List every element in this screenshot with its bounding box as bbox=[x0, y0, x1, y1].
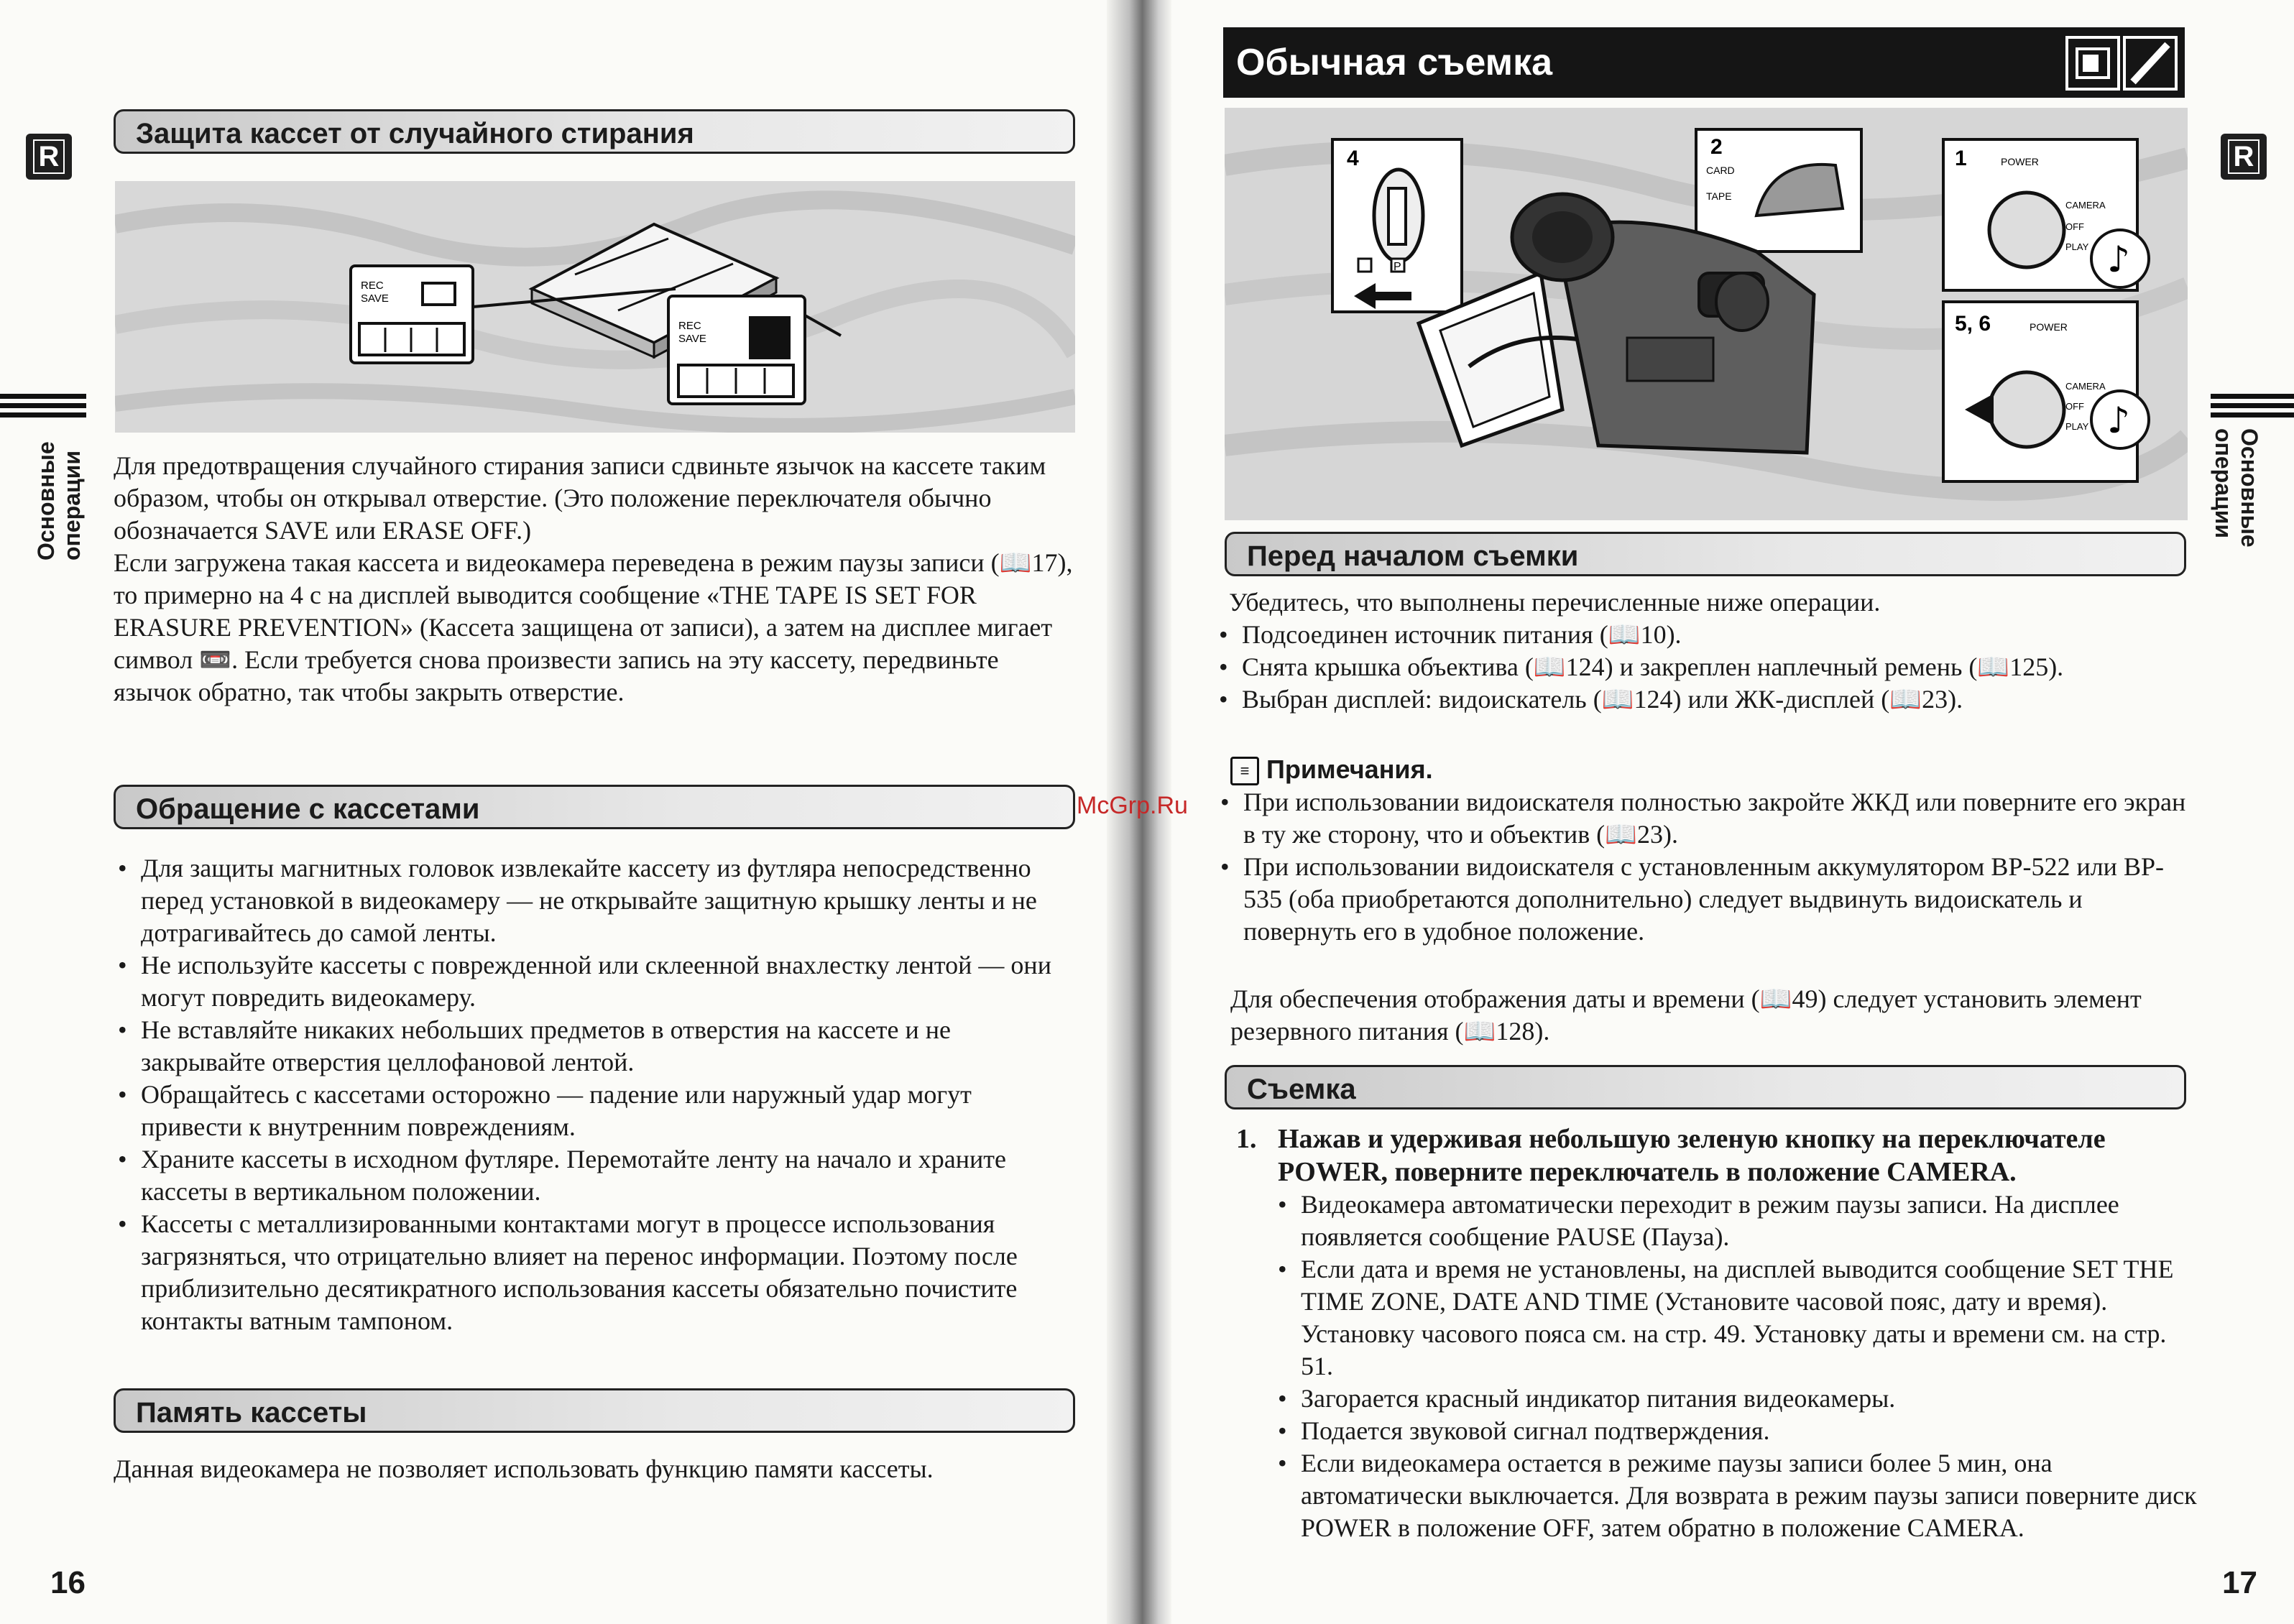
svg-text:CAMERA: CAMERA bbox=[2065, 381, 2106, 392]
page-number-right: 17 bbox=[2222, 1565, 2257, 1600]
paragraph: Для предотвращения случайного стирания записи сдвиньте язычок на кассете таким образом, чтобы он открывал отверстие. (Это положение переключателя обычно обозначается SAVE или ERASE OFF.) bbox=[114, 451, 1046, 545]
svg-text:2: 2 bbox=[1710, 135, 1723, 159]
mode-icons bbox=[2064, 34, 2179, 115]
list-item: • Снята крышка объектива (📖124) и закреплен наплечный ремень (📖125). bbox=[1215, 651, 2199, 683]
list-item: • Выбран дисплей: видоискатель (📖124) или ЖК-дисплей (📖23). bbox=[1215, 683, 2199, 716]
side-marker-bars-right bbox=[2211, 394, 2294, 422]
section-header-shooting bbox=[1225, 1065, 2186, 1109]
notes-list bbox=[1216, 786, 2193, 948]
list-item: • При использовании видоискателя с установленным аккумулятором BP-522 или BP-535 (оба приобретаются дополнительно) следует выдвинуть видоискатель и повернуть его в удобное положение. bbox=[1216, 851, 2193, 948]
svg-text:SAVE: SAVE bbox=[678, 333, 706, 345]
section-header-cassette-memory bbox=[114, 1388, 1075, 1433]
step-number: 1. bbox=[1236, 1124, 1257, 1154]
erasure-protection-text bbox=[114, 450, 1077, 709]
step-1 bbox=[1236, 1122, 2199, 1189]
section-title: Съемка bbox=[1247, 1074, 1356, 1105]
svg-text:OFF: OFF bbox=[2065, 401, 2084, 412]
side-label-line-1: Основные bbox=[2237, 428, 2262, 548]
backup-battery-note bbox=[1230, 983, 2201, 1048]
list-item: • Видеокамера автоматически переходит в режим паузы записи. На дисплее появляется сообщение PAUSE (Пауза). bbox=[1273, 1189, 2199, 1253]
language-tab-letter: R bbox=[33, 139, 65, 174]
list-item: • Не используйте кассеты с поврежденной или склеенной внахлестку лентой — они могут повредить видеокамеру. bbox=[114, 949, 1069, 1014]
svg-text:♪: ♪ bbox=[2107, 400, 2130, 441]
list-item: • Для защиты магнитных головок извлекайте кассету из футляра непосредственно перед установкой в видеокамеру — не открывайте защитную крышку ленты и не дотрагивайтесь до самой ленты. bbox=[114, 852, 1069, 949]
svg-text:1: 1 bbox=[1955, 147, 1967, 170]
language-tab-letter: R bbox=[2228, 139, 2260, 174]
list-item: • Подается звуковой сигнал подтверждения. bbox=[1273, 1415, 2199, 1447]
paragraph: Данная видеокамера не позволяет использовать функцию памяти кассеты. bbox=[114, 1454, 934, 1483]
paragraph: Если загружена такая кассета и видеокамера переведена в режим паузы записи (📖17), то примерно на 4 с на дисплей выводится сообщение «THE TAPE IS SET FOR ERASURE PREVENTION» (Кассета защищена от записи), а затем на дисплее мигает символ 📼. Если требуется снова произвести запись на эту кассету, передвиньте язычок обратно, так чтобы закрыть отверстие. bbox=[114, 548, 1073, 706]
notes-heading bbox=[1230, 755, 1433, 785]
cassette-illustration bbox=[115, 181, 1075, 433]
step-title: Нажав и удерживая небольшую зеленую кнопку на переключателе POWER, поверните переключатель в положение CAMERA. bbox=[1278, 1124, 2106, 1187]
side-section-label bbox=[33, 441, 85, 560]
step-56-inset bbox=[1943, 302, 2137, 481]
svg-text:4: 4 bbox=[1347, 147, 1359, 170]
svg-text:5, 6: 5, 6 bbox=[1955, 312, 1991, 336]
save-label: SAVE bbox=[361, 292, 389, 305]
language-tab-right bbox=[2221, 134, 2267, 180]
page-number-left: 16 bbox=[50, 1565, 86, 1600]
step-2-inset bbox=[1696, 129, 1861, 252]
svg-text:♪: ♪ bbox=[2107, 239, 2130, 280]
page-title-bar bbox=[1223, 27, 2185, 98]
notes-icon: ≡ bbox=[1230, 757, 1259, 785]
svg-text:POWER: POWER bbox=[2030, 321, 2068, 333]
shooting-steps bbox=[1236, 1122, 2199, 1544]
side-section-label-right bbox=[2211, 428, 2262, 548]
section-header-cassette-handling bbox=[114, 785, 1075, 829]
side-label-line-2: операции bbox=[59, 450, 85, 560]
section-title: Защита кассет от случайного стирания bbox=[136, 118, 694, 149]
list-item: • Не вставляйте никаких небольших предметов в отверстия на кассете и не закрывайте отверстия целлофановой лентой. bbox=[114, 1014, 1069, 1079]
list-item: • Если видеокамера остается в режиме паузы записи более 5 мин, она автоматически выключается. Для возврата в режим паузы записи поверните диск POWER в положение OFF, затем обратно в положение CAMERA. bbox=[1273, 1447, 2199, 1544]
svg-text:REC: REC bbox=[678, 320, 701, 332]
section-header-before-shooting bbox=[1225, 532, 2186, 576]
svg-text:CARD: CARD bbox=[1706, 165, 1735, 176]
svg-text:CAMERA: CAMERA bbox=[2065, 200, 2106, 211]
section-title: Память кассеты bbox=[136, 1397, 367, 1429]
svg-text:PLAY: PLAY bbox=[2065, 241, 2089, 252]
language-tab bbox=[26, 134, 72, 180]
tape-mode-icon bbox=[2064, 34, 2179, 92]
cassette-memory-text bbox=[114, 1453, 1077, 1485]
list-item: • Храните кассеты в исходном футляре. Перемотайте ленту на начало и храните кассеты в вертикальном положении. bbox=[114, 1143, 1069, 1208]
side-label-line-1: Основные bbox=[33, 441, 59, 560]
paragraph: Для обеспечения отображения даты и времени (📖49) следует установить элемент резервного питания (📖128). bbox=[1230, 984, 2142, 1046]
watermark: McGrp.Ru bbox=[1077, 792, 1188, 819]
svg-text:P: P bbox=[1394, 261, 1401, 273]
step-4-inset bbox=[1332, 139, 1462, 312]
list-item: • Кассеты с металлизированными контактами могут в процессе использования загрязняться, что отрицательно влияет на перенос информации. Поэтому после приблизительно десятикратного использования кассеты обязательно почистите контакты ватным тампоном. bbox=[114, 1208, 1069, 1337]
side-marker-bars bbox=[0, 394, 86, 422]
svg-text:TAPE: TAPE bbox=[1706, 190, 1732, 202]
notes-title: Примечания. bbox=[1266, 755, 1433, 784]
cassette-protection-figure bbox=[115, 181, 1075, 433]
before-shooting-list bbox=[1229, 586, 2199, 716]
list-item: • Подсоединен источник питания (📖10). bbox=[1215, 619, 2199, 651]
list-item: • Обращайтесь с кассетами осторожно — падение или наружный удар могут привести к внутренним повреждениям. bbox=[114, 1079, 1069, 1143]
side-label-line-2: операции bbox=[2211, 428, 2237, 539]
svg-text:OFF: OFF bbox=[2065, 221, 2084, 232]
svg-text:POWER: POWER bbox=[2001, 156, 2039, 167]
paragraph: Убедитесь, что выполнены перечисленные ниже операции. bbox=[1229, 588, 1881, 617]
camcorder-figure bbox=[1225, 108, 2188, 520]
section-header-erasure-protection bbox=[114, 109, 1075, 154]
camcorder-illustration bbox=[1225, 108, 2188, 520]
section-title: Обращение с кассетами bbox=[136, 793, 480, 825]
list-item: • Загорается красный индикатор питания видеокамеры. bbox=[1273, 1383, 2199, 1415]
cassette-box-left bbox=[351, 266, 473, 363]
rec-label: REC bbox=[361, 280, 384, 292]
svg-text:PLAY: PLAY bbox=[2065, 421, 2089, 432]
page-title: Обычная съемка bbox=[1236, 42, 1553, 83]
list-item: • Если дата и время не установлены, на дисплей выводится сообщение SET THE TIME ZONE, DATE AND TIME (Установите часовой пояс, дату и время). Установку часового пояса см. на стр. 49. Установку даты и времени см. на стр. 51. bbox=[1273, 1253, 2199, 1383]
list-item: • При использовании видоискателя полностью закройте ЖКД или поверните его экран в ту же сторону, что и объектив (📖23). bbox=[1216, 786, 2193, 851]
cassette-box-right bbox=[668, 296, 805, 404]
cassette-handling-list bbox=[114, 852, 1069, 1337]
section-title: Перед началом съемки bbox=[1247, 540, 1579, 572]
